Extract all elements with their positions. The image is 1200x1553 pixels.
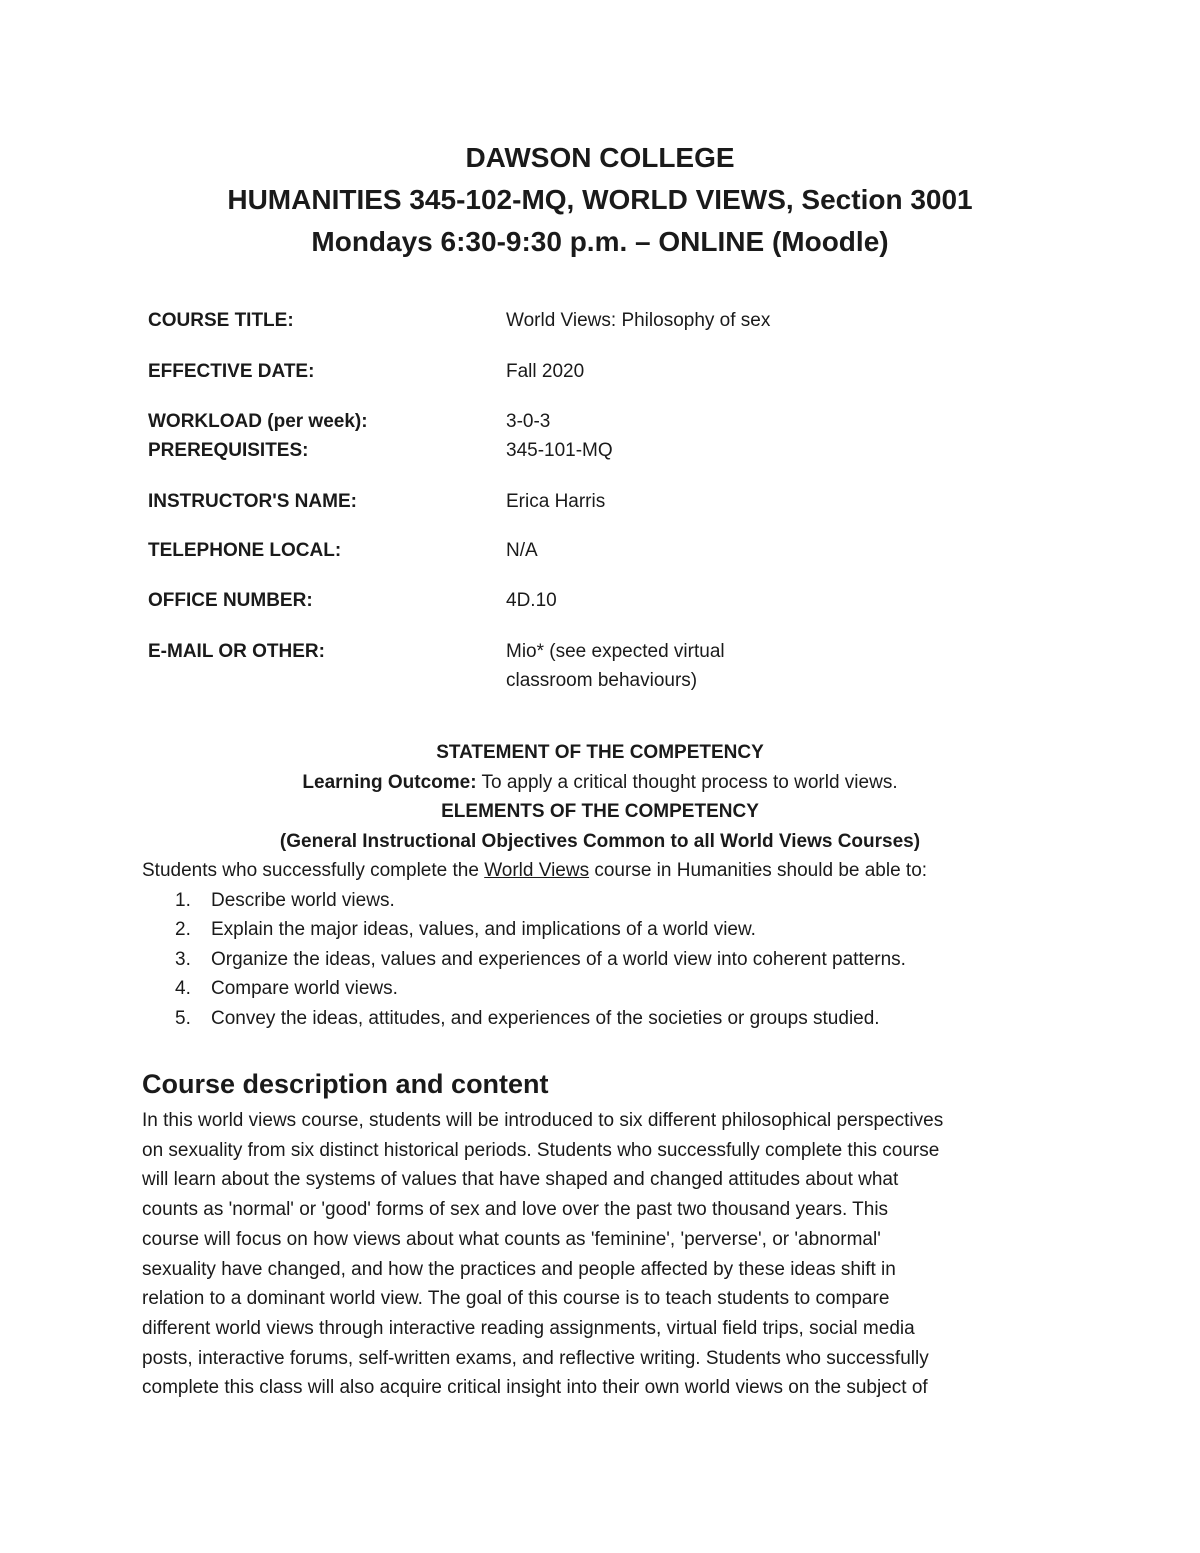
paragraph-line: course will focus on how views about what counts as 'feminine', 'perverse', or 'abnormal' — [142, 1228, 881, 1250]
learning-outcome-text: To apply a critical thought process to world views. — [476, 771, 898, 793]
paragraph-line: on sexuality from six distinct historical periods. Students who successfully complete this course — [142, 1139, 940, 1161]
objectives-list — [142, 886, 906, 1034]
learning-outcome-label: Learning Outcome: — [302, 771, 477, 793]
paragraph-line: sexuality have changed, and how the practices and people affected by these ideas shift in — [142, 1258, 896, 1280]
course-code-line: HUMANITIES 345-102-MQ, WORLD VIEWS, Section 3001 — [227, 184, 973, 215]
office-label: OFFICE NUMBER: — [148, 590, 313, 611]
elements-subheading: (General Instructional Objectives Common to all World Views Courses) — [279, 830, 921, 852]
instructor-value: Erica Harris — [506, 491, 606, 512]
paragraph-line: counts as 'normal' or 'good' forms of sex and love over the past two thousand years. This — [142, 1199, 889, 1221]
intro-underlined-course: World Views — [484, 860, 590, 881]
list-item — [142, 945, 906, 975]
prerequisites-label: PREREQUISITES: — [148, 440, 309, 461]
document-header — [0, 137, 1200, 263]
list-item-number: 1. — [175, 889, 191, 911]
statement-heading: STATEMENT OF THE COMPETENCY — [436, 742, 764, 763]
list-item — [142, 915, 906, 945]
course-title-value: World Views: Philosophy of sex — [506, 310, 771, 331]
course-description-heading: Course description and content — [142, 1069, 549, 1099]
course-title-label: COURSE TITLE: — [148, 310, 294, 331]
email-value-line-1: Mio* (see expected virtual — [506, 641, 725, 662]
list-item — [142, 974, 906, 1004]
list-item-number: 3. — [175, 948, 191, 970]
email-value — [506, 637, 836, 695]
learning-outcome — [0, 768, 1200, 798]
list-item-text: Explain the major ideas, values, and implications of a world view. — [211, 919, 756, 940]
list-item-text: Organize the ideas, values and experiences of a world view into coherent patterns. — [211, 948, 906, 970]
course-description-paragraph — [142, 1106, 1062, 1403]
workload-value: 3-0-3 — [506, 411, 551, 432]
paragraph-line: relation to a dominant world view. The goal of this course is to teach students to compare — [142, 1288, 890, 1310]
effective-date-value: Fall 2020 — [506, 361, 585, 382]
list-item-text: Compare world views. — [211, 978, 398, 999]
email-value-line-2: classroom behaviours) — [506, 670, 698, 691]
instructor-label: INSTRUCTOR'S NAME: — [148, 491, 357, 512]
schedule-line: Mondays 6:30-9:30 p.m. – ONLINE (Moodle) — [311, 226, 889, 257]
list-item-number: 4. — [175, 978, 191, 999]
elements-heading: ELEMENTS OF THE COMPETENCY — [441, 801, 759, 822]
workload-label: WORKLOAD (per week): — [148, 411, 368, 432]
objectives-intro — [142, 856, 927, 886]
intro-text-before: Students who successfully complete the — [142, 860, 485, 881]
list-item — [142, 1004, 906, 1034]
paragraph-line: complete this class will also acquire critical insight into their own world views on the subject of — [142, 1377, 928, 1399]
intro-text-after: course in Humanities should be able to: — [589, 860, 928, 881]
list-item-text: Describe world views. — [211, 889, 395, 911]
college-name: DAWSON COLLEGE — [465, 142, 735, 173]
office-value: 4D.10 — [506, 590, 557, 611]
list-item — [142, 886, 906, 916]
email-label: E-MAIL OR OTHER: — [148, 641, 325, 662]
paragraph-line: different world views through interactive reading assignments, virtual field trips, social media — [142, 1317, 915, 1339]
prerequisites-value: 345-101-MQ — [506, 440, 613, 461]
effective-date-label: EFFECTIVE DATE: — [148, 361, 315, 382]
competency-section — [0, 738, 1200, 856]
list-item-number: 2. — [175, 919, 191, 940]
telephone-value: N/A — [506, 540, 538, 561]
list-item-number: 5. — [175, 1007, 191, 1029]
paragraph-line: will learn about the systems of values that have shaped and changed attitudes about what — [142, 1169, 899, 1191]
paragraph-line: posts, interactive forums, self-written exams, and reflective writing. Students who successfully — [142, 1347, 929, 1369]
paragraph-line: In this world views course, students will be introduced to six different philosophical perspectives — [142, 1110, 944, 1131]
telephone-label: TELEPHONE LOCAL: — [148, 540, 342, 561]
list-item-text: Convey the ideas, attitudes, and experiences of the societies or groups studied. — [211, 1007, 880, 1029]
